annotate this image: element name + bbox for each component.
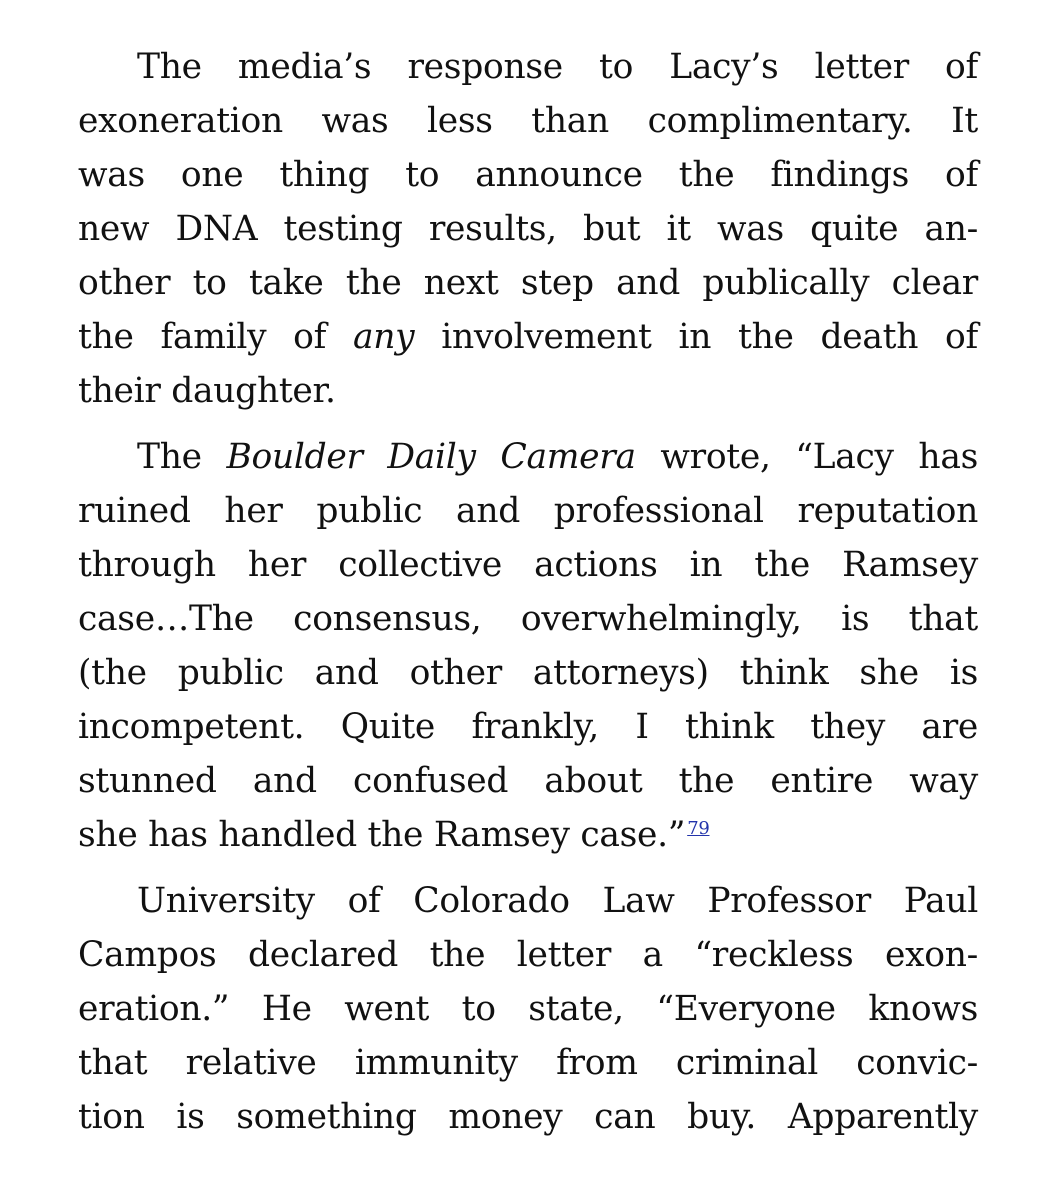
text-line: through her collective actions in the Ramsey bbox=[78, 545, 978, 585]
text-line bbox=[78, 430, 978, 484]
text-line: (the public and other attorneys) think she is bbox=[78, 653, 978, 693]
text-line bbox=[78, 310, 978, 364]
text-line: University of Colorado Law Professor Paul bbox=[137, 881, 978, 921]
text-line: stunned and confused about the entire way bbox=[78, 761, 978, 801]
text-segment: involvement in the death of bbox=[414, 317, 978, 357]
text-line: Campos declared the letter a “reckless exon- bbox=[78, 935, 978, 975]
text-line: eration.” He went to state, “Everyone knows bbox=[78, 989, 978, 1029]
text-segment: she has handled the Ramsey case.” bbox=[78, 815, 686, 855]
text-line: tion is something money can buy. Apparently bbox=[78, 1097, 978, 1137]
text-line: that relative immunity from criminal convic- bbox=[78, 1043, 978, 1083]
text-line: ruined her public and professional reputation bbox=[78, 491, 978, 531]
text-line: was one thing to announce the findings of bbox=[78, 155, 978, 195]
publication-title: Boulder Daily Camera bbox=[226, 437, 636, 477]
text-segment: The bbox=[137, 437, 227, 477]
text-line: new DNA testing results, but it was quite an- bbox=[78, 209, 978, 249]
text-line: their daughter. bbox=[78, 371, 336, 411]
text-line: The media’s response to Lacy’s letter of bbox=[137, 47, 978, 87]
paragraph-3 bbox=[78, 874, 978, 1144]
text-line bbox=[78, 808, 978, 862]
text-segment: wrote, “Lacy has bbox=[635, 437, 979, 477]
emphasis-text: any bbox=[352, 317, 415, 357]
paragraph-2 bbox=[78, 430, 978, 862]
text-line: other to take the next step and publically clear bbox=[78, 263, 978, 303]
footnote-link[interactable]: 79 bbox=[687, 817, 710, 839]
text-line: case…The consensus, overwhelmingly, is that bbox=[78, 599, 978, 639]
text-segment: the family of bbox=[78, 317, 353, 357]
text-line: exoneration was less than complimentary. It bbox=[78, 101, 978, 141]
book-page bbox=[78, 40, 978, 1156]
paragraph-1 bbox=[78, 40, 978, 418]
text-line: incompetent. Quite frankly, I think they are bbox=[78, 707, 978, 747]
